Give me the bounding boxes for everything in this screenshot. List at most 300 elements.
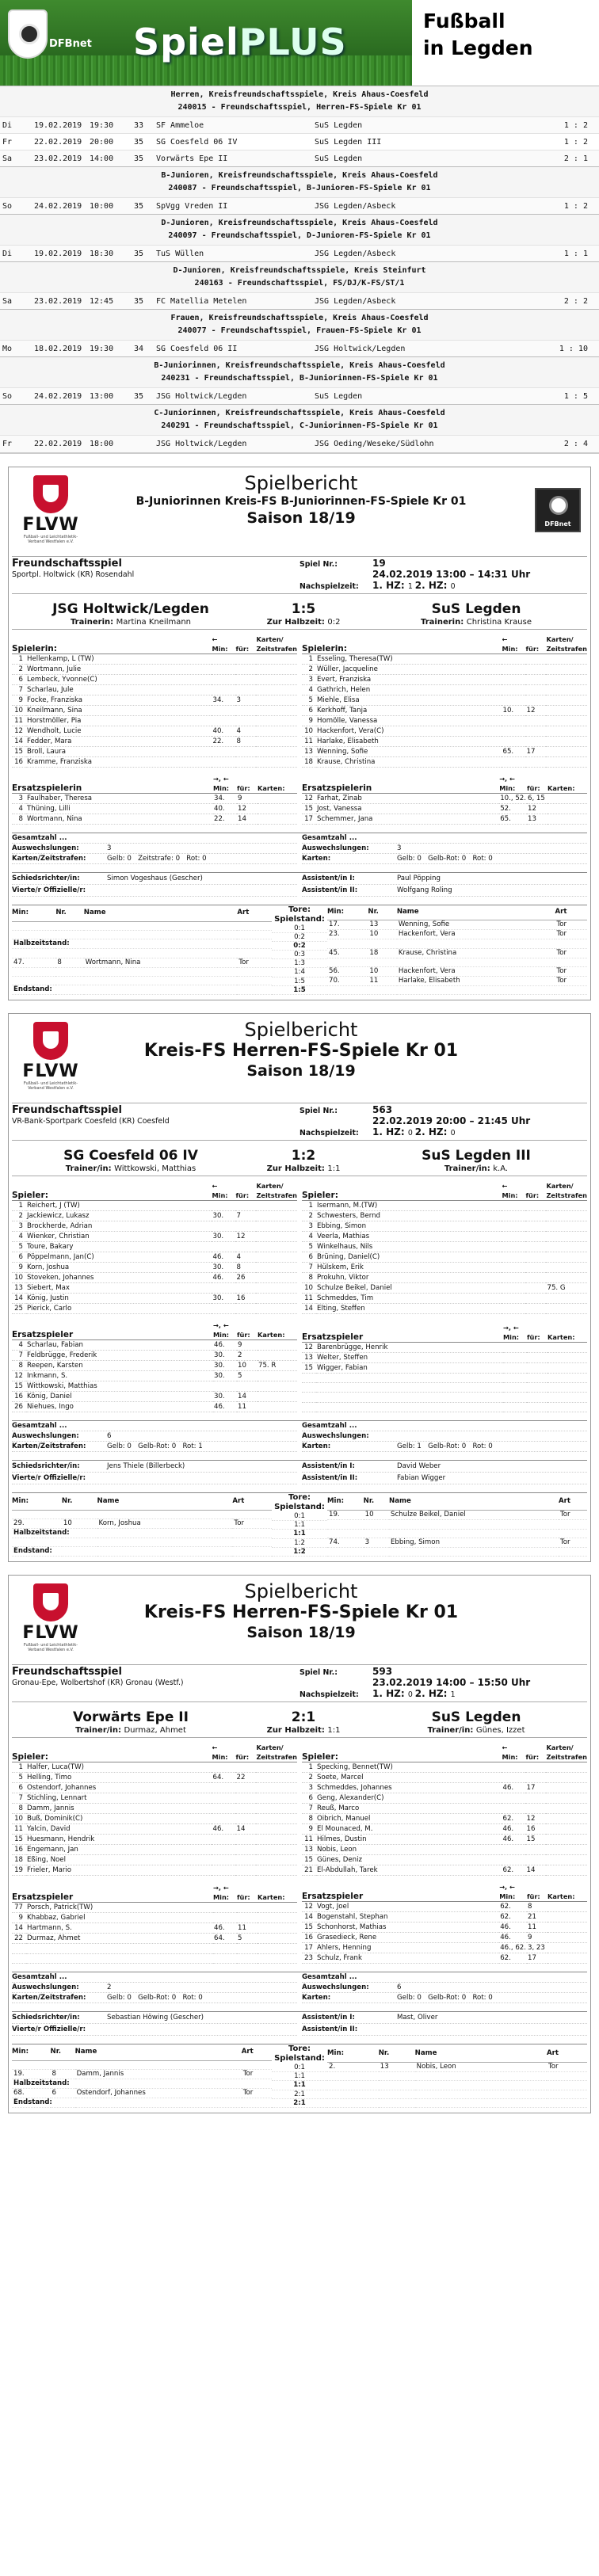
cards <box>256 1242 297 1252</box>
player-name <box>316 1373 503 1382</box>
match-date: 24.02.2019 13:00 – 14:31 Uhr <box>372 568 531 580</box>
player-name: Harlake, Elisabeth <box>316 736 502 746</box>
player-row <box>302 1813 587 1823</box>
competition-heading-row <box>0 215 599 246</box>
cards <box>256 1772 297 1782</box>
player-name: Hackenfort, Vera(C) <box>316 726 502 736</box>
sub-minute <box>212 1283 235 1294</box>
player-row <box>302 1844 587 1854</box>
half1-label: 1. HZ: <box>372 579 408 591</box>
shirt-number: 16 <box>302 1932 316 1942</box>
season-title: Saison 18/19 <box>246 509 356 527</box>
game-row[interactable] <box>0 151 599 167</box>
goal-type <box>547 2081 587 2090</box>
goal-scorer: Wenning, Sofie <box>397 920 555 930</box>
sub-minute <box>502 1211 525 1221</box>
home-team[interactable]: SpVgg Vreden II <box>154 198 312 215</box>
flvw-crest-icon <box>33 1022 68 1060</box>
sub-for <box>235 1762 256 1772</box>
away-team[interactable]: JSG Oeding/Weseke/Südlohn <box>312 436 510 452</box>
away-team[interactable]: JSG Holtwick/Legden <box>312 341 510 357</box>
sub-for: 8 <box>527 1901 547 1911</box>
sub-minute <box>213 1913 237 1923</box>
goal-scorer <box>397 985 555 994</box>
shirt-number: 3 <box>302 1782 316 1793</box>
match-info-left <box>12 1667 300 1700</box>
cards <box>546 1252 587 1263</box>
player-name: Hellenkamp, L (TW) <box>26 654 212 664</box>
game-row[interactable] <box>0 341 599 357</box>
column-header: Name <box>75 2044 242 2060</box>
goal-scorer: Korn, Joshua <box>97 1519 233 1528</box>
sub-minute <box>502 1772 525 1782</box>
official-name: Wolfgang Roling <box>397 886 452 894</box>
dfb-logo <box>8 10 48 59</box>
shirt-number <box>302 1383 316 1393</box>
score-heading: Spielstand: <box>274 1503 325 1511</box>
subs-count-label: Auswechslungen: <box>12 1432 79 1440</box>
sub-for: 3, 23 <box>527 1942 547 1953</box>
player-row <box>302 726 587 736</box>
goal-row <box>327 958 587 966</box>
match-number-label: Spiel Nr.: <box>300 559 338 569</box>
column-header: Min: <box>327 2044 379 2063</box>
home-team[interactable]: SG Coesfeld 06 II <box>154 341 312 357</box>
home-team-block <box>12 600 250 627</box>
goal-scorer: Wortmann, Nina <box>84 958 238 967</box>
sub-for: 15 <box>525 1834 546 1844</box>
goal-type <box>547 2090 587 2098</box>
sub-minute <box>212 1242 235 1252</box>
official-row <box>12 885 297 897</box>
game-row[interactable] <box>0 388 599 405</box>
column-header: Min: <box>12 2044 51 2060</box>
player-row <box>12 814 297 824</box>
game-time: 20:00 <box>87 134 132 151</box>
cards <box>546 1865 587 1875</box>
player-row <box>12 726 297 736</box>
match-info-right <box>300 1667 587 1700</box>
official-role: Assistent/in I: <box>302 874 355 882</box>
player-name: Schulze Beikel, Daniel <box>316 1283 502 1294</box>
cards-count-row <box>12 1993 297 2003</box>
sub-for <box>525 1854 546 1865</box>
player-name: Bogenstahl, Stephan <box>316 1911 499 1922</box>
goal-row <box>12 2079 272 2088</box>
shirt-number: 6 <box>302 1793 316 1803</box>
cards <box>547 803 587 814</box>
player-row <box>302 1762 587 1772</box>
venue: VR-Bank-Sportpark Coesfeld (KR) Coesfeld <box>12 1117 170 1126</box>
cards <box>547 1901 587 1911</box>
goals-section <box>12 1492 587 1557</box>
sub-minute: 46. <box>502 1782 525 1793</box>
subs-count: 6 <box>107 1432 112 1440</box>
sub-for <box>235 1304 256 1314</box>
sub-for <box>525 1844 546 1854</box>
game-result: 2 : 2 <box>510 293 599 310</box>
column-header: Karten: <box>258 1882 297 1903</box>
game-time: 12:45 <box>87 293 132 310</box>
goal-type <box>232 1510 272 1519</box>
half2-extra: 0 <box>450 581 456 591</box>
match-date-row <box>300 1116 587 1127</box>
cards <box>256 1294 297 1304</box>
goal-type: Tor <box>242 2069 272 2079</box>
goal-row <box>12 2060 272 2069</box>
shirt-number: 7 <box>302 1803 316 1813</box>
sub-for <box>525 1762 546 1772</box>
sub-minute <box>502 674 525 684</box>
sub-for: 8 <box>235 736 256 746</box>
cards <box>546 1844 587 1854</box>
score-heading: Spielstand: <box>274 2053 325 2063</box>
subs-count-row <box>302 844 587 854</box>
sub-for <box>527 1352 547 1362</box>
game-code: 35 <box>132 388 154 405</box>
shirt-number: 2 <box>302 664 316 674</box>
sub-minute <box>502 756 525 767</box>
goal-scorer: Schulze Beikel, Daniel <box>389 1511 559 1520</box>
column-header: Min: <box>12 1493 62 1510</box>
column-header: für: <box>237 1320 258 1340</box>
goal-shirt <box>368 939 396 948</box>
goal-shirt: 10 <box>368 930 396 939</box>
cards <box>546 746 587 756</box>
cards <box>256 726 297 736</box>
cards: 75. R <box>258 1361 297 1371</box>
sub-for: 11 <box>237 1402 258 1412</box>
subs-count: 3 <box>397 844 402 852</box>
subs-count-row <box>302 1983 587 1993</box>
cards <box>546 1294 587 1304</box>
sub-minute <box>212 674 235 684</box>
player-name: Krause, Christina <box>316 756 502 767</box>
game-row[interactable] <box>0 436 599 452</box>
sub-minute: 46. <box>502 1834 525 1844</box>
player-row <box>12 1294 297 1304</box>
player-row <box>12 715 297 726</box>
shirt-number: 14 <box>12 1923 26 1934</box>
column-header: Ersatzspielerin <box>12 774 213 794</box>
halftime-value: 1:1 <box>327 1164 341 1173</box>
player-row <box>302 1922 587 1932</box>
cards <box>546 1854 587 1865</box>
cards <box>256 1263 297 1273</box>
home-totals <box>12 833 297 864</box>
player-name: Khabbaz, Gabriel <box>26 1913 213 1923</box>
sub-for: 13 <box>527 814 547 824</box>
column-header: für: <box>237 1882 258 1903</box>
column-header: Nr. <box>364 1493 389 1511</box>
sub-for: 10 <box>237 1361 258 1371</box>
sub-for <box>525 674 546 684</box>
home-team[interactable]: FC Matellia Metelen <box>154 293 312 310</box>
cards <box>256 1865 297 1875</box>
cards <box>547 1932 587 1942</box>
sub-for: 11 <box>237 1923 258 1934</box>
sub-minute: 30. <box>212 1263 235 1273</box>
goal-shirt: 6 <box>51 2088 75 2098</box>
shirt-number: 14 <box>302 1304 316 1314</box>
goal-scorer: Hackenfort, Vera <box>397 930 555 939</box>
sub-minute <box>212 1201 235 1211</box>
game-code: 34 <box>132 341 154 357</box>
sub-minute <box>502 654 525 664</box>
player-row <box>302 1273 587 1283</box>
cards <box>258 1913 297 1923</box>
cards-label: Karten/Zeitstrafen: <box>12 1442 86 1450</box>
sub-minute <box>212 654 235 664</box>
shirt-number: 15 <box>12 1834 26 1844</box>
away-team[interactable]: JSG Legden/Asbeck <box>312 293 510 310</box>
player-name: Thüning, Lilli <box>26 803 213 814</box>
away-team[interactable]: SuS Legden <box>312 388 510 405</box>
shirt-number: 8 <box>302 1813 316 1823</box>
cards <box>546 664 587 674</box>
cards <box>546 1273 587 1283</box>
away-totals <box>302 1972 587 2003</box>
goal-scorer <box>397 939 555 948</box>
player-row <box>302 695 587 705</box>
game-date: 22.02.2019 <box>32 134 87 151</box>
match-date: 23.02.2019 14:00 – 15:50 Uhr <box>372 1676 531 1688</box>
home-team[interactable]: Vorwärts Epe II <box>154 151 312 167</box>
cards <box>546 1221 587 1232</box>
goal-minute <box>12 922 55 931</box>
goal-minute <box>12 949 55 958</box>
match-number: 593 <box>372 1665 393 1677</box>
competition-heading-row <box>0 357 599 388</box>
player-name: Winkelhaus, Nils <box>316 1242 502 1252</box>
cards <box>256 1273 297 1283</box>
shirt-number: 17 <box>302 1942 316 1953</box>
game-row[interactable] <box>0 198 599 215</box>
game-row[interactable] <box>0 117 599 134</box>
sub-minute: 30. <box>212 1232 235 1242</box>
official-name: Mast, Oliver <box>397 2013 438 2022</box>
home-team[interactable]: JSG Holtwick/Legden <box>154 436 312 452</box>
cards <box>546 705 587 715</box>
sub-minute <box>502 715 525 726</box>
game-row[interactable] <box>0 246 599 262</box>
column-header: Name <box>84 905 238 922</box>
column-header: Art <box>232 1493 272 1510</box>
sub-minute: 64. <box>213 1934 237 1944</box>
away-team[interactable]: SuS Legden <box>312 151 510 167</box>
game-code: 33 <box>132 117 154 134</box>
final-score: 1:5 <box>291 600 316 617</box>
player-name: Miehle, Elisa <box>316 695 502 705</box>
cards <box>258 1944 297 1953</box>
score-state: 0:2 <box>272 933 327 942</box>
shirt-number: 19 <box>12 1865 26 1875</box>
report-header <box>12 471 587 556</box>
player-row <box>302 1352 587 1362</box>
cards <box>256 1782 297 1793</box>
sub-for: 11 <box>527 1922 547 1932</box>
cards-count-row <box>302 1993 587 2003</box>
flvw-crest-icon <box>33 475 68 513</box>
column-header: für: <box>525 1181 546 1201</box>
goal-row <box>327 948 587 958</box>
goal-type: Tor <box>555 930 587 939</box>
shirt-number: 12 <box>302 793 316 803</box>
report-title: Spielbericht <box>244 1580 358 1602</box>
home-lineup-table <box>12 1181 297 1314</box>
goals-section <box>12 905 587 996</box>
sub-minute: 46. <box>213 1340 237 1351</box>
player-name: Buß, Dominik(C) <box>26 1813 212 1823</box>
goal-row <box>12 976 272 985</box>
goal-type <box>242 2060 272 2069</box>
sub-minute <box>502 726 525 736</box>
player-row <box>12 1854 297 1865</box>
player-row <box>12 756 297 767</box>
home-lineup-table <box>12 634 297 768</box>
sub-for <box>525 1242 546 1252</box>
sub-minute <box>502 1844 525 1854</box>
game-row[interactable] <box>0 134 599 151</box>
totals <box>12 1420 587 1452</box>
goal-row <box>327 1520 587 1529</box>
game-time: 13:00 <box>87 388 132 405</box>
cards <box>258 814 297 824</box>
totals-heading: Gesamtzahl ... <box>12 1421 297 1431</box>
sub-minute: 46. <box>499 1932 527 1942</box>
away-team[interactable]: JSG Legden/Asbeck <box>312 198 510 215</box>
cards <box>256 1304 297 1314</box>
cards <box>546 1793 587 1803</box>
game-code: 35 <box>132 198 154 215</box>
shirt-number: 13 <box>302 1844 316 1854</box>
away-team[interactable]: JSG Legden/Asbeck <box>312 246 510 262</box>
player-name: Focke, Franziska <box>26 695 212 705</box>
column-header: Name <box>415 2044 547 2063</box>
sub-minute: 62. <box>499 1911 527 1922</box>
home-team[interactable]: JSG Holtwick/Legden <box>154 388 312 405</box>
home-team[interactable]: TuS Wüllen <box>154 246 312 262</box>
official-role: Schiedsrichter/in: <box>12 1462 80 1470</box>
sub-minute: 30. <box>213 1392 237 1402</box>
sub-minute <box>502 736 525 746</box>
player-row <box>12 1283 297 1294</box>
player-name: Yalcin, David <box>26 1823 212 1834</box>
player-row <box>302 664 587 674</box>
goal-shirt: 13 <box>368 920 396 930</box>
game-row[interactable] <box>0 293 599 310</box>
away-team-name: SuS Legden <box>431 1709 521 1725</box>
totals-heading: Gesamtzahl ... <box>302 1972 587 1983</box>
player-name: Schonhorst, Mathias <box>316 1922 499 1932</box>
player-row <box>302 1362 587 1373</box>
reports-container <box>0 467 599 2113</box>
column-header: Karten/ Zeitstrafen <box>546 1743 587 1761</box>
goal-row <box>327 966 587 976</box>
shirt-number: 23 <box>302 1953 316 1963</box>
score-state: 0:1 <box>272 2063 327 2072</box>
weekday: So <box>0 198 32 215</box>
starting-lineups <box>12 1181 587 1314</box>
score-state: 0:2 <box>272 942 327 951</box>
player-row <box>302 736 587 746</box>
goal-shirt <box>364 1529 389 1538</box>
away-team[interactable]: SuS Legden III <box>312 134 510 151</box>
away-lineup-table <box>302 1743 587 1876</box>
sub-minute: 40. <box>213 803 237 814</box>
column-header: Min: <box>327 1493 364 1511</box>
goal-type <box>555 939 587 948</box>
totals-heading: Gesamtzahl ... <box>302 1421 587 1431</box>
match-date: 22.02.2019 20:00 – 21:45 Uhr <box>372 1115 531 1126</box>
totals <box>12 1972 587 2003</box>
away-team[interactable]: SuS Legden <box>312 117 510 134</box>
player-name: Elting, Steffen <box>316 1304 502 1314</box>
away-team-block <box>357 600 595 627</box>
sub-for: 4 <box>235 1252 256 1263</box>
goal-type: Tor <box>242 2088 272 2098</box>
sub-for <box>525 726 546 736</box>
goal-type: Tor <box>559 1538 587 1547</box>
home-team[interactable]: SG Coesfeld 06 IV <box>154 134 312 151</box>
goal-scorer <box>84 949 238 958</box>
column-header: →, ← Min: <box>213 774 237 794</box>
goal-scorer <box>415 2081 547 2090</box>
goals-heading: Tore: <box>288 1493 311 1502</box>
shirt-number: 15 <box>12 746 26 756</box>
column-header: Spielerin: <box>12 634 212 654</box>
player-name: Feldbrügge, Frederik <box>26 1351 213 1361</box>
sub-for: 4 <box>235 726 256 736</box>
player-row <box>12 736 297 746</box>
shirt-number: 7 <box>12 1351 26 1361</box>
home-team-block <box>12 1147 250 1174</box>
cards <box>546 715 587 726</box>
subs-count-row <box>12 844 297 854</box>
official-role: Vierte/r Offizielle/r: <box>12 1474 86 1482</box>
cards <box>256 1221 297 1232</box>
home-lineup-table <box>12 1743 297 1876</box>
shirt-number: 12 <box>12 726 26 736</box>
away-lineup-table <box>302 1181 587 1314</box>
goal-shirt <box>62 1538 97 1546</box>
subs-count: 3 <box>107 844 112 852</box>
half2-extra: 1 <box>450 1690 456 1699</box>
away-coach: Trainer/in: k.A. <box>444 1164 509 1173</box>
dfbnet-label: DFBnet <box>544 520 571 528</box>
player-name: Ostendorf, Johannes <box>26 1782 212 1793</box>
sub-for <box>235 1221 256 1232</box>
game-result: 1 : 2 <box>510 117 599 134</box>
goal-row <box>327 1529 587 1538</box>
home-team[interactable]: SF Ammeloe <box>154 117 312 134</box>
match-type: Freundschaftsspiel <box>12 1665 122 1678</box>
player-row <box>12 664 297 674</box>
player-name: Wortmann, Julie <box>26 664 212 674</box>
sub-for: 9 <box>527 1932 547 1942</box>
column-header: Karten/ Zeitstrafen <box>546 634 587 653</box>
shirt-number: 10 <box>302 1283 316 1294</box>
starting-lineups <box>12 634 587 768</box>
goal-minute: 19. <box>327 1511 364 1520</box>
cards <box>546 1201 587 1211</box>
goal-shirt <box>55 949 83 958</box>
sub-for: 2 <box>237 1351 258 1361</box>
game-result: 1 : 5 <box>510 388 599 405</box>
score-label: Halbzeitstand: <box>12 939 272 949</box>
player-row <box>12 1953 297 1963</box>
game-time: 18:00 <box>87 436 132 452</box>
